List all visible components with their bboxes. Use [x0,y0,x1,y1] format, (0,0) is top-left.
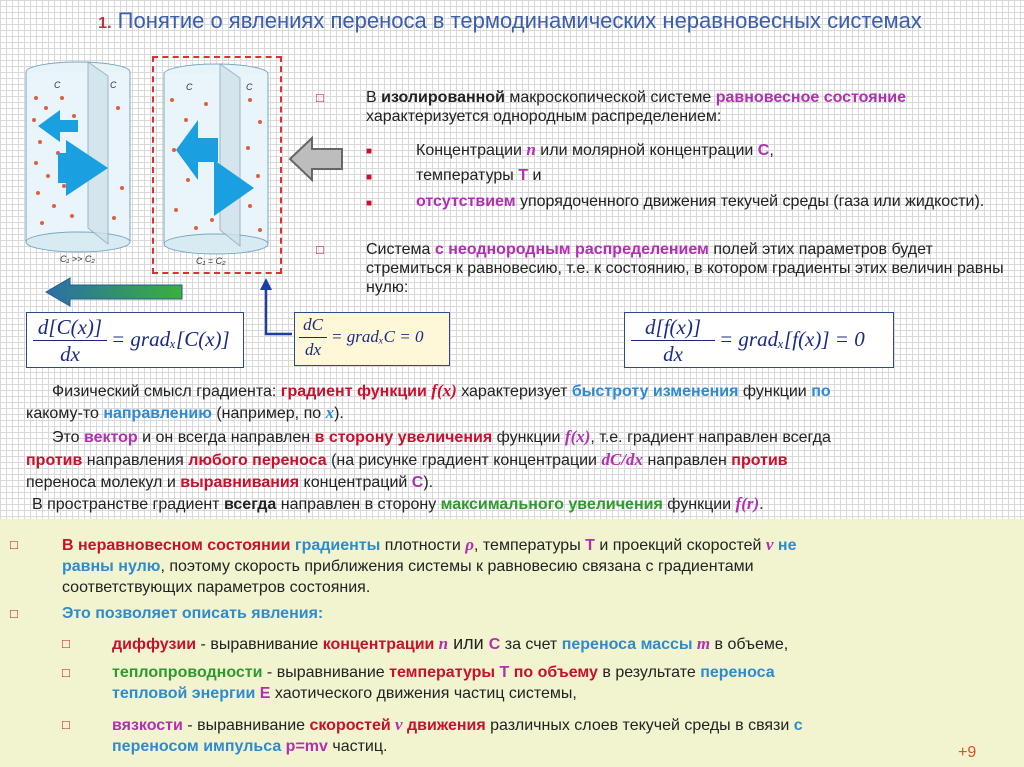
sub-absence-motion: ■ отсутствием упорядоченного движения текучей среды (газа или жидкости). [366,193,985,210]
svg-text:C₁ = C₂: C₁ = C₂ [196,256,226,266]
svg-text:C: C [246,82,253,92]
item-viscosity: □ вязкости - выравнивание скоростей v движения различных слоев текучей среды в связи с переносом импульса p=mv частиц. [62,715,803,755]
paragraph-gradient-meaning: Физический смысл градиента: градиент функции f(x) характеризует быстроту изменения функции по какому-то направлению (например, по x). [26,381,831,422]
paragraph-gradient-vector: Это вектор и он всегда направлен в сторону увеличения функции f(x), т.е. градиент направлен всегда против направления любого переноса (на рисунке градиент концентрации dC/dx направлен против переноса молекул и выравнивания концентраций C). [26,427,831,491]
bullet-phenomena: □ Это позволяет описать явления: [10,605,324,622]
svg-text:C: C [186,82,193,92]
sub-temperature: ■ температуры T и [366,167,542,184]
bullet-nonequilibrium: □ В неравновесном состоянии градиенты плотности ρ, температуры T и проекций скоростей v не равны нулю, поэтому скорость приближения системы к равновесию связана с градиентами соответствующих параметров состояния. [10,535,797,596]
formula-gradient-c: d[C(x)] dx = gradₓ[C(x)] [26,312,244,368]
cylinder-equal-figure [156,60,276,270]
bullet-isolated-system: □ В изолированной макроскопической системе равновесное состояние характеризуется однородным распределением: [316,89,906,125]
sub-concentration: ■ Концентрации n или молярной концентрации C, [366,140,774,159]
item-heat-conduction: □ теплопроводности - выравнивание температуры T по объему в результате переноса тепловой энергии E хаотического движения частиц системы, [62,664,775,702]
paragraph-gradient-space: В пространстве градиент всегда направлен в сторону максимального увеличения функции f(r). [32,494,764,513]
formula-gradient-f: d[f(x)] dx = gradₓ[f(x)] = 0 [624,312,894,368]
bullet-nonuniform-system: □ Система с неоднородным распределением полей этих параметров будет стремиться к равновесию, т.е. к состоянию, в котором градиенты этих величин равны нулю: [316,241,1004,296]
gray-arrow-left-icon [288,136,344,182]
blue-elbow-arrow-icon [258,278,298,342]
page-number: +9 [958,744,977,761]
svg-text:C: C [54,80,61,90]
svg-text:C₁ >> C₂: C₁ >> C₂ [60,254,95,264]
item-diffusion: □ диффузии - выравнивание концентрации n или C за счет переноса массы m в объеме, [62,633,789,653]
cylinder-unequal-figure [18,58,138,268]
svg-text:C: C [110,80,117,90]
page-title: 1. Понятие о явлениях переноса в термодинамических неравновесных системах [98,8,922,33]
formula-gradient-zero: dC dx = gradₓC = 0 [294,312,450,366]
green-arrow-left-icon [44,276,184,308]
